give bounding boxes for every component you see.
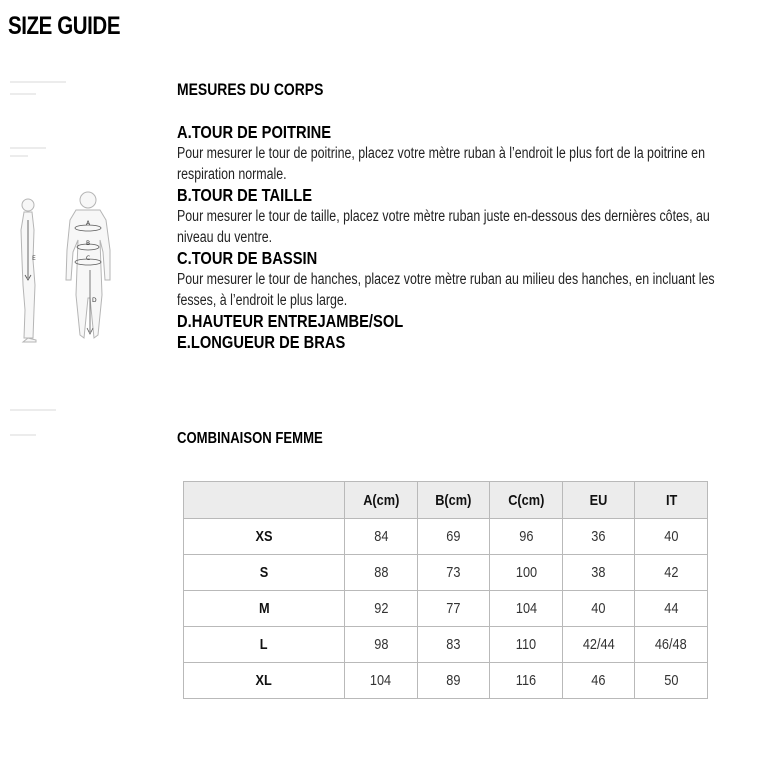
cell-eu: 36 xyxy=(562,519,635,555)
measurement-item-b xyxy=(177,185,752,248)
measurement-item-e xyxy=(177,332,752,353)
cell-it: 40 xyxy=(635,519,708,555)
cell-c: 110 xyxy=(490,627,563,663)
side-figure xyxy=(21,199,36,342)
figure-label-e: E xyxy=(32,255,36,262)
cell-c: 104 xyxy=(490,591,563,627)
cell-eu: 46 xyxy=(562,663,635,699)
cell-eu: 42/44 xyxy=(562,627,635,663)
measurement-description: Pour mesurer le tour de poitrine, placez votre mètre ruban à l’endroit le plus fort de la poitrine en respiration normale. xyxy=(177,145,705,183)
cell-a: 88 xyxy=(345,555,418,591)
measurement-item-c xyxy=(177,248,752,311)
figure-label-c: C xyxy=(86,255,91,262)
figure-label-d: D xyxy=(92,297,97,304)
measurement-item-a xyxy=(177,122,752,185)
cell-a: 104 xyxy=(345,663,418,699)
cell-it: 42 xyxy=(635,555,708,591)
cell-it: 46/48 xyxy=(635,627,708,663)
size-table-heading: COMBINAISON FEMME xyxy=(177,430,323,447)
column-header-it: IT xyxy=(635,482,708,519)
cell-b: 89 xyxy=(417,663,490,699)
cell-a: 84 xyxy=(345,519,418,555)
measurement-item-d xyxy=(177,311,752,332)
measurement-description: Pour mesurer le tour de taille, placez votre mètre ruban juste en-dessous des dernières côtes, au niveau du ventre. xyxy=(177,208,710,246)
body-measurement-figure xyxy=(6,70,124,450)
measurement-description: Pour mesurer le tour de hanches, placez votre mètre ruban au milieu des hanches, en incluant les fesses, à l’endroit le plus large. xyxy=(177,271,715,309)
figure-label-b: B xyxy=(86,240,91,247)
figure-label-a: A xyxy=(86,220,91,227)
cell-a: 92 xyxy=(345,591,418,627)
cell-c: 100 xyxy=(490,555,563,591)
cell-b: 73 xyxy=(417,555,490,591)
column-header-b: B(cm) xyxy=(417,482,490,519)
column-header-size xyxy=(184,482,345,519)
page-title: SIZE GUIDE xyxy=(8,12,121,40)
cell-eu: 38 xyxy=(562,555,635,591)
size-label: XL xyxy=(184,663,345,699)
measurement-title: A.TOUR DE POITRINE xyxy=(177,122,332,142)
measurement-title: B.TOUR DE TAILLE xyxy=(177,185,313,205)
measurement-list xyxy=(177,122,752,353)
size-label: S xyxy=(184,555,345,591)
cell-c: 96 xyxy=(490,519,563,555)
measurement-title: D.HAUTEUR ENTREJAMBE/SOL xyxy=(177,311,404,331)
table-row xyxy=(184,663,708,699)
body-measurements-heading: MESURES DU CORPS xyxy=(177,80,324,99)
cell-c: 116 xyxy=(490,663,563,699)
size-label: XS xyxy=(184,519,345,555)
cell-it: 50 xyxy=(635,663,708,699)
column-header-c: C(cm) xyxy=(490,482,563,519)
cell-it: 44 xyxy=(635,591,708,627)
cell-eu: 40 xyxy=(562,591,635,627)
measurement-title: C.TOUR DE BASSIN xyxy=(177,248,318,268)
table-header-row xyxy=(184,482,708,519)
table-row xyxy=(184,627,708,663)
cell-b: 69 xyxy=(417,519,490,555)
cell-b: 83 xyxy=(417,627,490,663)
size-table xyxy=(183,481,708,699)
table-row xyxy=(184,591,708,627)
size-label: L xyxy=(184,627,345,663)
column-header-a: A(cm) xyxy=(345,482,418,519)
measurement-title: E.LONGUEUR DE BRAS xyxy=(177,332,346,352)
cell-b: 77 xyxy=(417,591,490,627)
column-header-eu: EU xyxy=(562,482,635,519)
cell-a: 98 xyxy=(345,627,418,663)
table-row xyxy=(184,555,708,591)
table-row xyxy=(184,519,708,555)
size-label: M xyxy=(184,591,345,627)
